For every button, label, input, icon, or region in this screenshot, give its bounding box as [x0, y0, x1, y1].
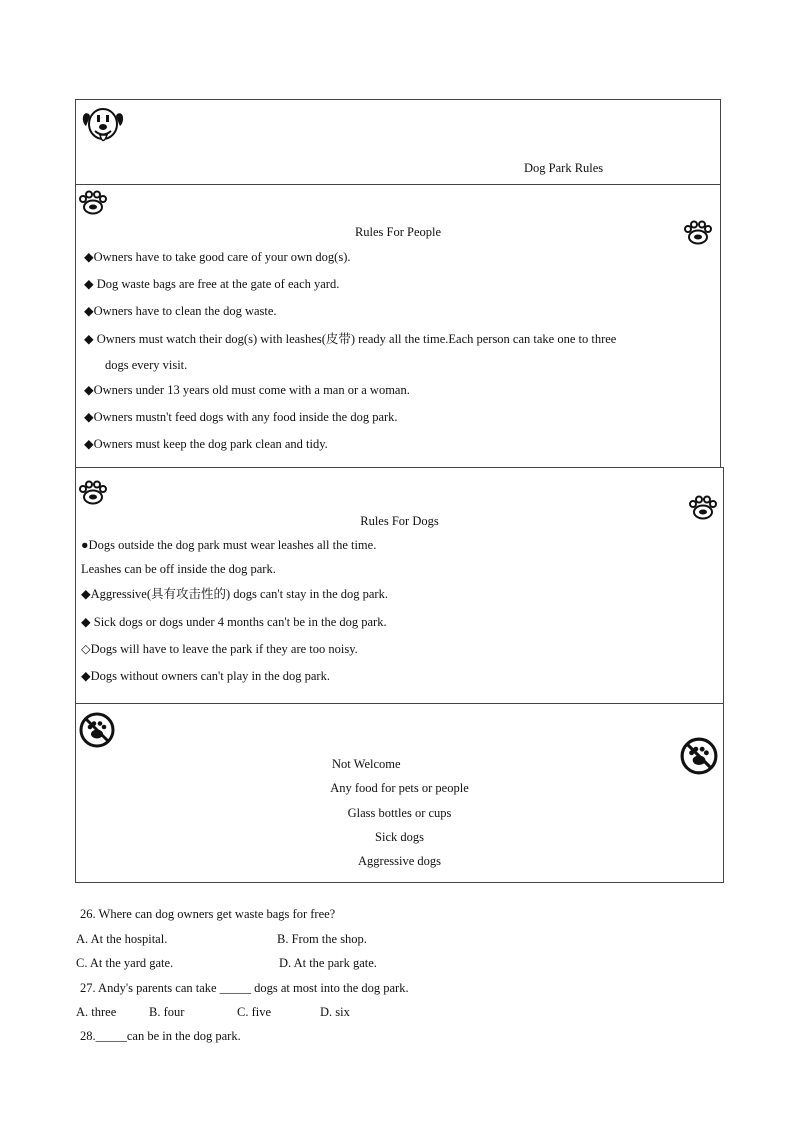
people-rule: ◆Owners have to clean the dog waste.	[84, 304, 277, 318]
header-box	[75, 99, 721, 185]
not-welcome-box	[75, 703, 724, 883]
question-27-option-b: B. four	[149, 1005, 185, 1019]
paw-print-icon	[78, 480, 108, 506]
dog-face-icon	[80, 102, 126, 150]
people-rule: ◆ Owners must watch their dog(s) with leashes(皮带) ready all the time.Each person can take one to three	[84, 332, 617, 346]
not-welcome-item: Glass bottles or cups	[347, 806, 452, 820]
people-rule: ◆Owners have to take good care of your own dog(s).	[84, 250, 351, 264]
people-rule: ◆Owners under 13 years old must come with a man or a woman.	[84, 383, 410, 397]
question-26-stem: 26. Where can dog owners get waste bags for free?	[80, 907, 336, 921]
dogs-rule: ◆ Sick dogs or dogs under 4 months can't be in the dog park.	[81, 615, 387, 629]
people-rule: dogs every visit.	[105, 358, 188, 372]
dogs-rule: ●Dogs outside the dog park must wear leashes all the time.	[81, 538, 377, 552]
question-27-stem: 27. Andy's parents can take _____ dogs at most into the dog park.	[80, 981, 409, 995]
dogs-rule: ◇Dogs will have to leave the park if they are too noisy.	[81, 642, 358, 656]
question-27-option-c: C. five	[237, 1005, 272, 1019]
people-rule: ◆ Dog waste bags are free at the gate of each yard.	[84, 277, 340, 291]
question-26-option-b: B. From the shop.	[277, 932, 367, 946]
question-26-option-c: C. At the yard gate.	[76, 956, 174, 970]
people-rules-heading: Rules For People	[354, 225, 442, 239]
question-26-option-a: A. At the hospital.	[76, 932, 168, 946]
question-27-option-a: A. three	[76, 1005, 117, 1019]
dogs-rules-heading: Rules For Dogs	[360, 514, 439, 528]
paw-print-icon	[78, 190, 108, 216]
page-title: Dog Park Rules	[524, 161, 604, 175]
not-welcome-heading: Not Welcome	[332, 757, 401, 771]
dogs-rules-box	[75, 467, 724, 704]
question-26-option-d: D. At the park gate.	[279, 956, 377, 970]
question-27-option-d: D. six	[320, 1005, 350, 1019]
no-dogs-icon	[680, 737, 718, 775]
dogs-rule: ◆Aggressive(具有攻击性的) dogs can't stay in the dog park.	[81, 587, 388, 601]
people-rules-box	[75, 184, 721, 468]
not-welcome-item: Aggressive dogs	[358, 854, 441, 868]
not-welcome-item: Sick dogs	[375, 830, 424, 844]
people-rule: ◆Owners must keep the dog park clean and tidy.	[84, 437, 328, 451]
not-welcome-item: Any food for pets or people	[330, 781, 469, 795]
people-rule: ◆Owners mustn't feed dogs with any food inside the dog park.	[84, 410, 398, 424]
no-dogs-icon	[79, 712, 115, 748]
dogs-rule: Leashes can be off inside the dog park.	[81, 562, 276, 576]
question-28-stem: 28._____can be in the dog park.	[80, 1029, 241, 1043]
dogs-rule: ◆Dogs without owners can't play in the dog park.	[81, 669, 330, 683]
